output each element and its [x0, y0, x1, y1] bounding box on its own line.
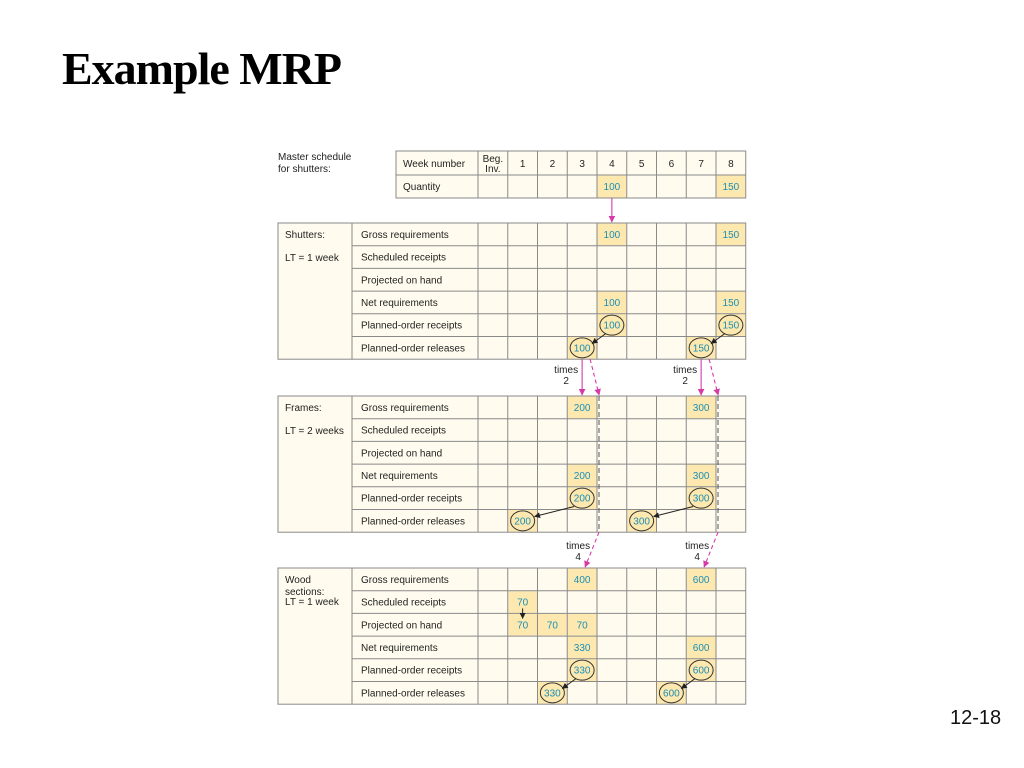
- row-label: Gross requirements: [361, 402, 449, 414]
- value-week-3: 70: [576, 620, 588, 632]
- value-week-2: 70: [546, 620, 558, 632]
- row-label: Planned-order releases: [361, 688, 465, 700]
- row-label: Scheduled receipts: [361, 252, 447, 264]
- value-week-1: 70: [517, 597, 529, 609]
- value-week-7: 300: [692, 493, 710, 505]
- value-week-7: 300: [692, 402, 710, 414]
- week-number-7: 7: [698, 159, 704, 170]
- connector-label: 4: [575, 552, 581, 564]
- week-number-4: 4: [609, 159, 615, 170]
- row-label: Projected on hand: [361, 275, 443, 287]
- value-week-3: 400: [573, 574, 591, 586]
- connector-label: 4: [694, 552, 700, 564]
- slide-number: 12-18: [950, 707, 1002, 729]
- row-label: Projected on hand: [361, 448, 443, 460]
- master-quantity-week-4: 100: [603, 182, 621, 193]
- connector-label: times: [566, 541, 591, 553]
- row-label: Net requirements: [361, 642, 438, 654]
- week-number-3: 3: [579, 159, 585, 170]
- week-number-6: 6: [668, 159, 675, 170]
- value-week-1: 200: [514, 516, 531, 528]
- value-week-3: 330: [573, 642, 591, 654]
- value-week-5: 300: [633, 516, 650, 528]
- item-label: Wood: [285, 575, 311, 586]
- row-label: Net requirements: [361, 470, 438, 482]
- row-label: Planned-order releases: [361, 516, 465, 528]
- beg-inv-header: Inv.: [485, 164, 501, 175]
- row-label: Net requirements: [361, 297, 438, 309]
- dashed-guide: [709, 359, 718, 395]
- value-week-3: 330: [573, 665, 591, 677]
- connector-label: times: [685, 541, 710, 553]
- connector-label: 2: [563, 376, 569, 388]
- item-label: LT = 2 weeks: [285, 426, 344, 437]
- value-week-3: 200: [573, 493, 591, 505]
- value-week-4: 100: [603, 297, 621, 309]
- row-label: Planned-order receipts: [361, 320, 463, 332]
- week-number-header: Week number: [403, 159, 466, 170]
- row-label: Planned-order releases: [361, 343, 465, 355]
- value-week-7: 600: [692, 574, 710, 586]
- item-label: LT = 1 week: [285, 253, 339, 264]
- beg-inv-header: Beg.: [482, 154, 504, 165]
- week-number-5: 5: [638, 159, 645, 170]
- value-week-8: 150: [722, 320, 740, 332]
- item-label: sections:: [285, 587, 325, 598]
- row-label: Planned-order receipts: [361, 665, 463, 677]
- item-label: LT = 1 week: [285, 597, 339, 608]
- item-label: Shutters:: [285, 230, 326, 241]
- value-week-7: 600: [692, 665, 710, 677]
- master-label: Master schedule: [278, 152, 352, 163]
- slide-title: Example MRP: [62, 43, 342, 94]
- value-week-7: 600: [692, 642, 710, 654]
- value-week-8: 150: [722, 297, 740, 309]
- value-week-3: 200: [573, 470, 591, 482]
- value-week-8: 150: [722, 229, 740, 241]
- master-quantity-week-8: 150: [722, 182, 740, 193]
- connector-label: 2: [682, 376, 688, 388]
- row-label: Planned-order receipts: [361, 493, 463, 505]
- value-week-1: 70: [517, 620, 529, 632]
- item-label: Frames:: [285, 403, 322, 414]
- value-week-7: 150: [692, 343, 710, 355]
- row-label: Gross requirements: [361, 229, 449, 241]
- row-label: Scheduled receipts: [361, 425, 447, 437]
- row-label: Gross requirements: [361, 574, 449, 586]
- week-number-2: 2: [549, 159, 556, 170]
- dashed-guide: [590, 359, 599, 395]
- master-label: for shutters:: [278, 164, 331, 175]
- connector-label: times: [673, 365, 698, 377]
- quantity-label: Quantity: [403, 182, 441, 193]
- value-week-3: 100: [573, 343, 591, 355]
- value-week-4: 100: [603, 320, 621, 332]
- value-week-6: 600: [663, 688, 680, 700]
- row-label: Scheduled receipts: [361, 597, 447, 609]
- week-number-8: 8: [728, 159, 734, 170]
- week-number-1: 1: [519, 159, 526, 170]
- connector-label: times: [554, 365, 579, 377]
- value-week-7: 300: [692, 470, 710, 482]
- value-week-3: 200: [573, 402, 591, 414]
- value-week-4: 100: [603, 229, 621, 241]
- row-label: Projected on hand: [361, 620, 443, 632]
- value-week-2: 330: [544, 688, 561, 700]
